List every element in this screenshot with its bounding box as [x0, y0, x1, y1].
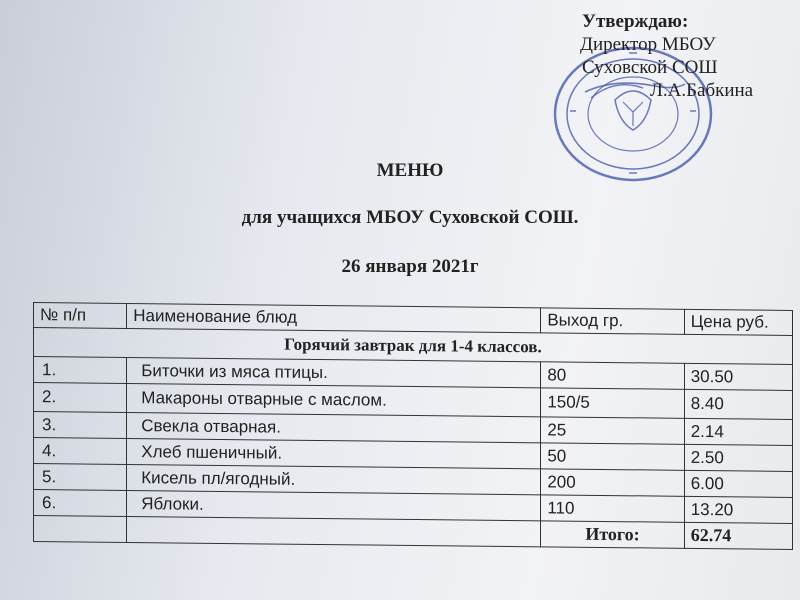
row-price: 2.50	[684, 444, 792, 471]
row-price: 2.14	[684, 418, 792, 445]
total-empty-cell	[127, 516, 541, 546]
menu-table	[33, 302, 793, 550]
document-date: 26 января 2021г	[341, 256, 479, 277]
approval-position: Директор МБОУ	[580, 34, 716, 55]
row-name: Биточки из мяса птицы.	[127, 357, 541, 387]
row-name: Макароны отварные с маслом.	[127, 383, 541, 416]
section-title: Горячий завтрак для 1-4 классов.	[34, 328, 793, 365]
row-price: 8.40	[684, 389, 792, 419]
approval-school: Суховской СОШ	[582, 57, 718, 78]
header-name: Наименование блюд	[127, 303, 541, 332]
row-name: Свекла отварная.	[127, 412, 541, 442]
approval-heading: Утверждаю:	[582, 11, 689, 32]
row-num: 5.	[34, 464, 127, 491]
row-num: 4.	[34, 438, 127, 465]
row-num: 6.	[34, 490, 127, 517]
row-name: Кисель пл/ягодный.	[127, 464, 541, 494]
document-title: МЕНЮ	[376, 160, 444, 181]
total-value: 62.74	[684, 522, 792, 549]
row-weight: 80	[541, 362, 684, 390]
approval-block	[572, 10, 792, 102]
row-price: 6.00	[684, 470, 792, 497]
header-weight: Выход гр.	[541, 308, 684, 335]
document-subtitle: для учащихся МБОУ Суховской СОШ.	[241, 207, 579, 228]
total-empty-cell	[34, 516, 127, 543]
row-num: 2.	[34, 383, 127, 413]
row-weight: 110	[541, 495, 684, 523]
approval-signatory: Л.А.Бабкина	[650, 80, 754, 101]
row-price: 30.50	[684, 363, 792, 390]
row-name: Хлеб пшеничный.	[127, 438, 541, 468]
total-label: Итого:	[541, 521, 684, 549]
row-num: 3.	[34, 412, 127, 439]
row-num: 1.	[34, 357, 127, 384]
row-weight: 150/5	[541, 388, 684, 419]
header-num: № п/п	[34, 303, 127, 329]
header-price: Цена руб.	[684, 309, 792, 335]
row-weight: 50	[541, 443, 684, 471]
row-weight: 25	[541, 417, 684, 445]
row-weight: 200	[541, 469, 684, 497]
row-name: Яблоки.	[127, 490, 541, 520]
row-price: 13.20	[684, 496, 792, 523]
